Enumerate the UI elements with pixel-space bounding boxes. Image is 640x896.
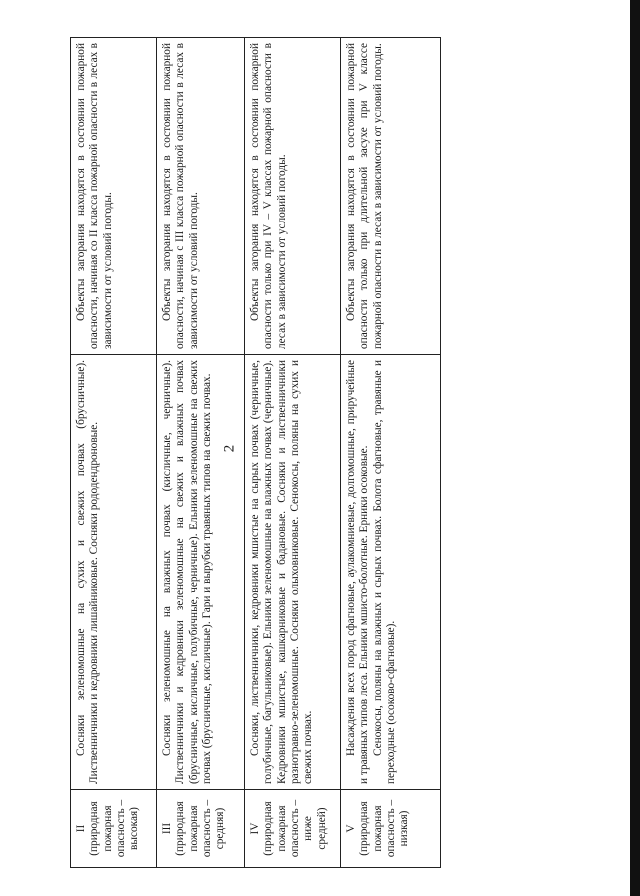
description-text: Сенокосы, поляны на влажных и сырых почвах. Болота сфагновые, травяные и переходные (осоково-сфагновые). [371, 360, 397, 784]
table-row [245, 38, 341, 868]
fire-danger-table [70, 37, 441, 868]
scan-edge [630, 0, 640, 896]
class-cell [245, 790, 341, 868]
class-number: II [75, 824, 87, 833]
description-cell [157, 355, 245, 790]
description-text: Сосняки, лиственничники, кедровники мшистые на сырых почвах (черничные, голубичные, багульниковые). Ельники зеленомошные на влажных почвах (черничные). Кедровники мшистые, кашкарниковые и бадановые. Сосняки и лиственничники разнотравно-зеленомошные. Сосняки олыховниковые. Сенокосы, поляны на сухих и свежих почвах. [249, 360, 315, 784]
status-cell [157, 38, 245, 355]
description-text: Насаждения всех пород сфагновые, аулакомниевые, долгомошные, приручейные и травяных типов леса. Ельники мшисто-болотные. Ерники осоковые. [345, 360, 371, 784]
class-number: V [345, 824, 357, 833]
status-text: Объекты загорания находятся в состоянии пожарной опасности, начиная со II класса пожарной опасности в лесах в зависимости от условий погоды. [75, 43, 114, 349]
status-cell [341, 38, 441, 355]
description-cell [341, 355, 441, 790]
status-text: Объекты загорания находятся в состоянии пожарной опасности только при длительной засухе при V классе пожарной опасности в лесах в зависимости от условий погоды. [345, 43, 384, 349]
class-cell [157, 790, 245, 868]
class-label: (природная пожарная опасность – ниже средней) [262, 799, 328, 858]
table-row [341, 38, 441, 868]
description-cell [71, 355, 157, 790]
class-cell [341, 790, 441, 868]
table-row [71, 38, 157, 868]
description-text: Сосняки зеленомошные на влажных почвах (кисличные, черничные). Лиственничники и кедровники зеленомошные на свежих и влажных почвах (брусничные, кисличные, голубичные, черничные). Ельники зеленомошные на свежих почвах (брусничные, кисличные). Гари и вырубки травяных типов на свежих почвах. [161, 360, 213, 784]
class-label: (природная пожарная опасность – средняя) [174, 799, 227, 858]
description-text: Сосняки зеленомошные на сухих и свежих почвах (брусничные). Лиственничники и кедровники лишайниковые. Сосняки рододендроновые. [75, 360, 101, 784]
description-cell [245, 355, 341, 790]
status-text: Объекты загорания находятся в состоянии пожарной опасности, начиная с III класса пожарной опасности в лесах в зависимости от условий погоды. [161, 43, 200, 349]
class-label: (природная пожарная опасность – высокая) [88, 799, 141, 858]
status-text: Объекты загорания находятся в состоянии пожарной опасности только при IV – V классах пожарной опасности в лесах в зависимости от условий погоды. [249, 43, 288, 349]
class-number: III [161, 822, 173, 835]
class-label: (природная пожарная опасность – низкая) [358, 799, 411, 858]
class-number: IV [249, 822, 261, 835]
table-row [157, 38, 245, 868]
status-cell [245, 38, 341, 355]
status-cell [71, 38, 157, 355]
class-cell [71, 790, 157, 868]
table-region [70, 38, 440, 868]
page-number: 2 [221, 444, 238, 453]
